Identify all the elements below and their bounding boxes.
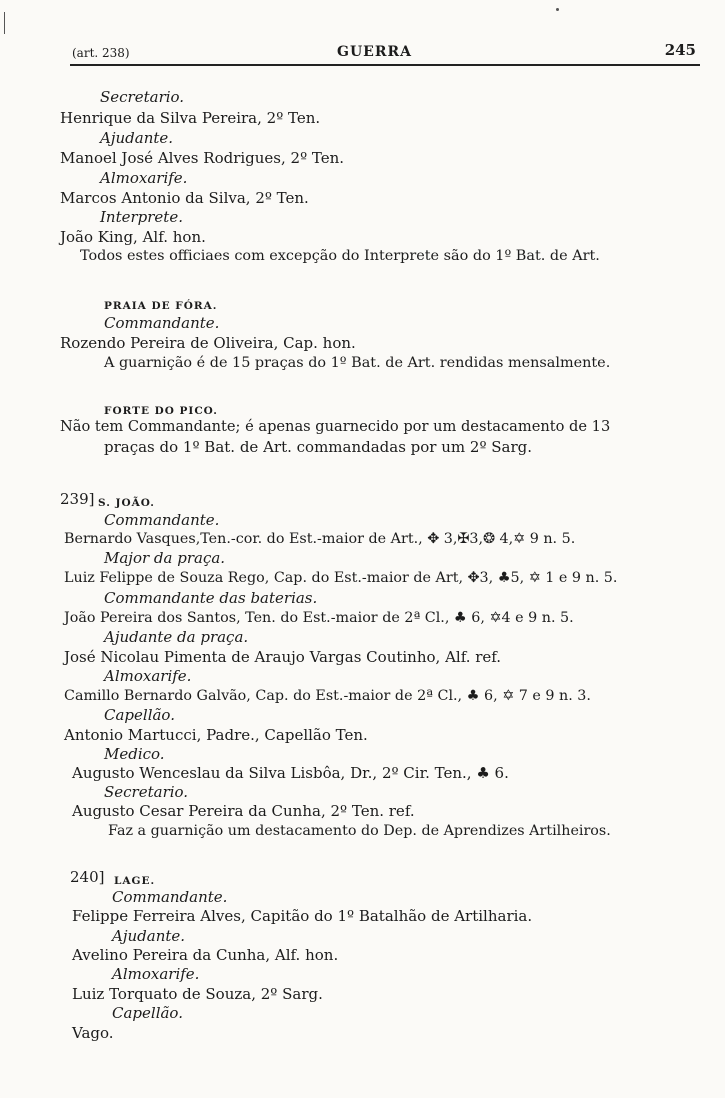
role-label: Almoxarife. (100, 169, 188, 187)
entry-line: Rozendo Pereira de Oliveira, Cap. hon. (60, 334, 356, 352)
entry-line: Luiz Torquato de Souza, 2º Sarg. (72, 985, 323, 1003)
entry-line: Manoel José Alves Rodrigues, 2º Ten. (60, 149, 345, 167)
entry-line: Henrique da Silva Pereira, 2º Ten. (60, 109, 321, 127)
note-line: A guarnição é de 15 praças do 1º Bat. de Art. rendidas mensalmente. (104, 355, 611, 371)
role-label: Secretario. (100, 88, 185, 106)
role-label: Secretario. (104, 783, 189, 801)
margin-mark (4, 12, 5, 34)
section-number: 240] (70, 868, 105, 886)
header-title: GUERRA (337, 44, 412, 60)
entry-line: João King, Alf. hon. (60, 228, 206, 246)
header-rule (70, 64, 700, 66)
entry-line: Camillo Bernardo Galvão, Cap. do Est.-maior de 2ª Cl., ♣ 6, ✡ 7 e 9 n. 3. (64, 688, 591, 704)
role-label: Ajudante. (100, 129, 174, 147)
entry-line: Vago. (72, 1024, 114, 1042)
role-label: Ajudante. (112, 927, 186, 945)
role-label: Almoxarife. (112, 965, 200, 983)
entry-line: Avelino Pereira da Cunha, Alf. hon. (72, 946, 339, 964)
section-title: LAGE. (114, 875, 156, 887)
entry-line: Luiz Felippe de Souza Rego, Cap. do Est.-maior de Art, ✥3, ♣5, ✡ 1 e 9 n. 5. (64, 570, 618, 586)
role-label: Commandante. (104, 314, 220, 332)
section-title: PRAIA DE FÓRA. (104, 300, 218, 312)
note-line: Todos estes officiaes com excepção do Interprete são do 1º Bat. de Art. (80, 248, 600, 264)
role-label: Almoxarife. (104, 667, 192, 685)
entry-line: Antonio Martucci, Padre., Capellão Ten. (64, 726, 368, 744)
entry-line: Não tem Commandante; é apenas guarnecido por um destacamento de 13 (60, 418, 611, 435)
entry-line: João Pereira dos Santos, Ten. do Est.-maior de 2ª Cl., ♣ 6, ✡4 e 9 n. 5. (64, 610, 574, 626)
entry-continuation: praças do 1º Bat. de Art. commandadas por um 2º Sarg. (104, 438, 533, 456)
role-label: Capellão. (112, 1004, 183, 1022)
entry-line: Felippe Ferreira Alves, Capitão do 1º Batalhão de Artilharia. (72, 907, 533, 925)
role-label: Capellão. (104, 706, 175, 724)
role-label: Ajudante da praça. (104, 628, 249, 646)
entry-line: Augusto Wenceslau da Silva Lisbôa, Dr., 2º Cir. Ten., ♣ 6. (72, 764, 509, 782)
section-title: S. JOÃO. (98, 497, 155, 509)
role-label: Major da praça. (104, 549, 226, 567)
entry-line: Marcos Antonio da Silva, 2º Ten. (60, 189, 309, 207)
role-label: Interprete. (100, 208, 183, 226)
role-label: Commandante. (104, 511, 220, 529)
running-header (72, 40, 700, 66)
entry-line: Augusto Cesar Pereira da Cunha, 2º Ten. ref. (72, 802, 415, 820)
header-article-ref: (art. 238) (72, 46, 130, 60)
page-number: 245 (664, 41, 696, 59)
note-line: Faz a guarnição um destacamento do Dep. de Aprendizes Artilheiros. (108, 823, 611, 839)
entry-line: Bernardo Vasques,Ten.-cor. do Est.-maior de Art., ✥ 3,✠3,❂ 4,✡ 9 n. 5. (64, 531, 576, 547)
section-number: 239] (60, 490, 95, 508)
role-label: Commandante das baterias. (104, 589, 318, 607)
entry-line: José Nicolau Pimenta de Araujo Vargas Coutinho, Alf. ref. (64, 648, 502, 666)
role-label: Medico. (104, 745, 165, 763)
role-label: Commandante. (112, 888, 228, 906)
print-speck (556, 8, 559, 11)
section-title: FORTE DO PICO. (104, 405, 218, 417)
